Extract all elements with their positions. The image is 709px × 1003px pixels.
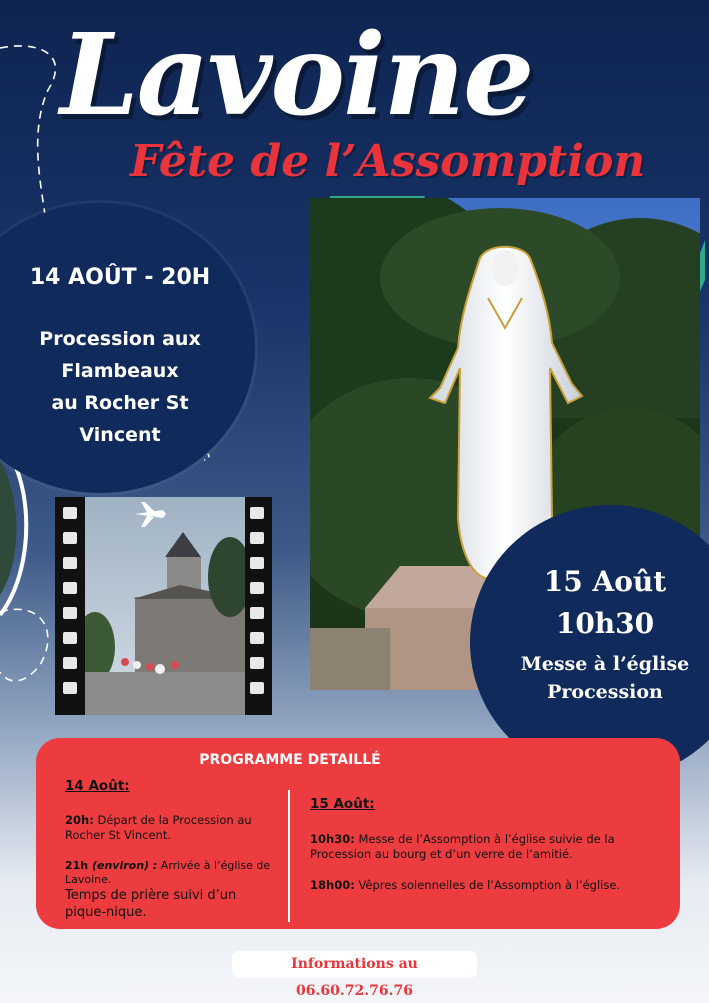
event-15-aout-line1: Messe à l’église	[520, 653, 690, 675]
day2-item2	[310, 878, 655, 893]
day2-item1-time: 10h30:	[310, 832, 355, 846]
event-15-aout-date: 15 Août	[543, 565, 667, 598]
event-14-aout-line: Procession aux	[39, 328, 201, 350]
programme-heading: PROGRAMME DETAILLÉ	[199, 752, 381, 768]
day2-item2-time: 18h00:	[310, 878, 355, 892]
info-phone-badge: Informations au 06.60.72.76.76	[232, 951, 477, 978]
event-15-aout-line2: Procession	[547, 681, 663, 703]
event-15-aout-time: 10h30	[555, 607, 655, 640]
programme-box	[36, 738, 680, 929]
page-title: Lavoine	[60, 10, 533, 141]
day1-title: 14 Août:	[65, 778, 130, 794]
event-14-aout-description	[10, 323, 230, 451]
day2-item2-text: Vêpres solennelles de l’Assomption à l’église.	[354, 878, 621, 892]
programme-divider	[288, 790, 290, 922]
day2-item1-text: Messe de l’Assomption à l’église suivie de la Procession au bourg et d’un verre de l’amitié.	[310, 832, 615, 861]
day1-item3: Temps de prière suivi d’un pique-nique.	[65, 888, 237, 920]
day1-item2-note: (environ) :	[88, 859, 158, 872]
day1-item1-text: Départ de la Procession au Rocher St Vincent.	[65, 813, 252, 842]
event-14-aout-line: au Rocher St	[51, 392, 189, 414]
day1-item2-text: Arrivée à l’église de Lavoine.	[65, 859, 271, 887]
day1-item2-time: 21h	[65, 859, 89, 872]
page-subtitle: Fête de l’Assomption	[130, 136, 646, 187]
event-14-aout-line: Flambeaux	[61, 360, 179, 382]
day1-item2	[65, 859, 285, 888]
airplane-icon	[133, 500, 167, 530]
event-14-aout-line: Vincent	[79, 424, 161, 446]
day1-item1-time: 20h:	[65, 813, 94, 827]
day2-title: 15 Août:	[310, 796, 375, 812]
day2-item1	[310, 832, 655, 862]
event-14-aout-date: 14 AOÛT - 20H	[29, 265, 211, 290]
day1-item1	[65, 813, 280, 843]
